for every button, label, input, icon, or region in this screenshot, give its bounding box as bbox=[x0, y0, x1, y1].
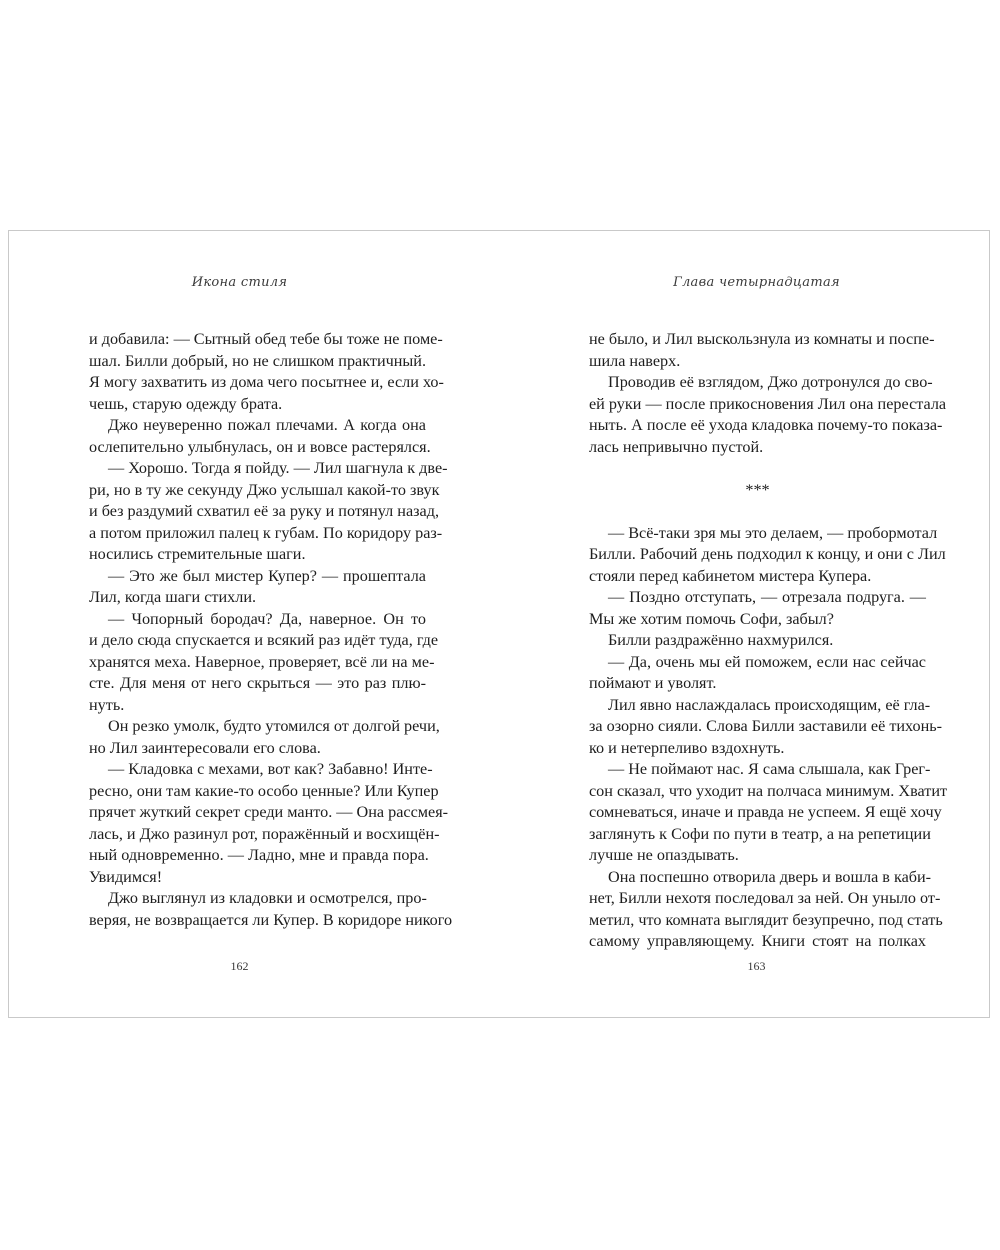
text-line: ей руки — после прикосновения Лил она перестала bbox=[589, 394, 947, 413]
text-line: — Это же был мистер Купер? — прошептала bbox=[108, 566, 426, 585]
page-text bbox=[589, 329, 948, 953]
text-line: прячет жуткий секрет среди манто. — Она рассмея- bbox=[89, 803, 449, 821]
text-line: ко и нетерпеливо вздохнуть. bbox=[589, 738, 785, 757]
text-line: — Кладовка с мехами, вот как? Забавно! Инте- bbox=[108, 760, 433, 778]
text-line: Джо выглянул из кладовки и осмотрелся, про- bbox=[108, 889, 427, 907]
text-line: ри, но в ту же секунду Джо услышал какой-то звук bbox=[89, 480, 440, 499]
text-line: Лил явно наслаждалась происходящим, её гла- bbox=[608, 695, 931, 714]
book-spread bbox=[8, 230, 990, 1018]
text-line: сон сказал, что уходит на полчаса минимум. Хватит bbox=[589, 781, 948, 800]
text-line: а потом приложил палец к губам. По коридору раз- bbox=[89, 523, 443, 542]
text-line: носились стремительные шаги. bbox=[89, 545, 306, 563]
text-line: — Да, очень мы ей поможем, если нас сейчас bbox=[608, 652, 926, 671]
text-line: шал. Билли добрый, но не слишком практичный. bbox=[89, 351, 427, 370]
text-line: метил, что комната выглядит безупречно, под стать bbox=[589, 910, 943, 929]
text-line: не было, и Лил выскользнула из комнаты и поспе- bbox=[589, 330, 935, 348]
text-line: чешь, старую одежду брата. bbox=[89, 394, 283, 413]
text-line: ный одновременно. — Ладно, мне и правда пора. bbox=[89, 846, 429, 864]
text-line: Она поспешно отворила дверь и вошла в каби- bbox=[608, 867, 932, 886]
text-line: стояли перед кабинетом мистера Купера. bbox=[589, 566, 872, 585]
text-line: нет, Билли нехотя последовал за ней. Он уныло от- bbox=[589, 889, 941, 907]
text-line: — Поздно отступать, — отрезала подруга. — bbox=[608, 588, 926, 606]
text-line: лучше не опаздывать. bbox=[589, 846, 739, 864]
running-head: Икона стиля bbox=[191, 275, 288, 290]
text-line: и добавила: — Сытный обед тебе бы тоже не поме- bbox=[89, 330, 443, 348]
text-line: ослепительно улыбнулась, он и вовсе растерялся. bbox=[89, 437, 431, 456]
text-line: Джо неуверенно пожал плечами. А когда она bbox=[108, 416, 426, 434]
text-line: хранятся меха. Наверное, проверяет, всё ли на ме- bbox=[89, 652, 435, 671]
text-line: Проводив её взглядом, Джо дотронулся до сво- bbox=[608, 373, 933, 391]
running-head: Глава четырнадцатая bbox=[673, 275, 840, 290]
text-line: шила наверх. bbox=[589, 351, 681, 370]
text-line bbox=[589, 501, 926, 523]
text-line: и без раздумий схватил её за руку и потянул назад, bbox=[89, 502, 440, 520]
text-line: ресно, они там какие-то особо ценные? Или Купер bbox=[89, 781, 439, 800]
page-number: 162 bbox=[230, 959, 249, 973]
text-line: заглянуть к Софи по пути в театр, а на репетиции bbox=[589, 824, 931, 843]
text-line: — Не поймают нас. Я сама слышала, как Грег- bbox=[608, 760, 931, 778]
text-line: — Хорошо. Тогда я пойду. — Лил шагнула к две- bbox=[108, 459, 448, 477]
text-line: Он резко умолк, будто утомился от долгой речи, bbox=[108, 717, 440, 735]
text-line: но Лил заинтересовали его слова. bbox=[89, 738, 321, 757]
section-separator: *** bbox=[745, 480, 770, 499]
text-line: нуть. bbox=[89, 695, 125, 714]
text-line: сте. Для меня от него скрыться — это раз плю- bbox=[89, 674, 426, 692]
text-line: — Чопорный бородач? Да, наверное. Он то bbox=[108, 609, 426, 628]
text-line: сомневаться, иначе и правда не успеем. Я ещё хочу bbox=[589, 803, 942, 821]
text-line: поймают и уволят. bbox=[589, 674, 717, 692]
text-line: и дело сюда спускается и всякий раз идёт туда, где bbox=[89, 631, 439, 649]
page-text bbox=[89, 329, 453, 931]
left-page bbox=[9, 231, 500, 1017]
text-line: Билли. Рабочий день подходил к концу, и они с Лил bbox=[589, 545, 946, 563]
text-line bbox=[589, 458, 926, 480]
text-line: Я могу захватить из дома чего посытнее и, если хо- bbox=[89, 373, 444, 391]
text-line: Лил, когда шаги стихли. bbox=[89, 588, 257, 606]
text-line: ныть. А после её ухода кладовка почему-то показа- bbox=[589, 416, 943, 434]
text-line: Увидимся! bbox=[89, 867, 163, 886]
page-number: 163 bbox=[747, 959, 766, 973]
text-line: — Всё-таки зря мы это делаем, — пробормотал bbox=[608, 523, 938, 542]
text-line: лась непривычно пустой. bbox=[589, 437, 764, 456]
text-line: за озорно сияли. Слова Билли заставили её тихонь- bbox=[589, 717, 943, 735]
text-line: Мы же хотим помочь Софи, забыл? bbox=[589, 609, 834, 628]
text-line: лась, и Джо разинул рот, поражённый и восхищён- bbox=[89, 824, 440, 843]
text-line: самому управляющему. Книги стоят на полках bbox=[589, 932, 926, 950]
right-page bbox=[500, 231, 991, 1017]
text-line: веряя, не возвращается ли Купер. В коридоре никого bbox=[89, 910, 453, 929]
text-line: Билли раздражённо нахмурился. bbox=[608, 631, 834, 649]
